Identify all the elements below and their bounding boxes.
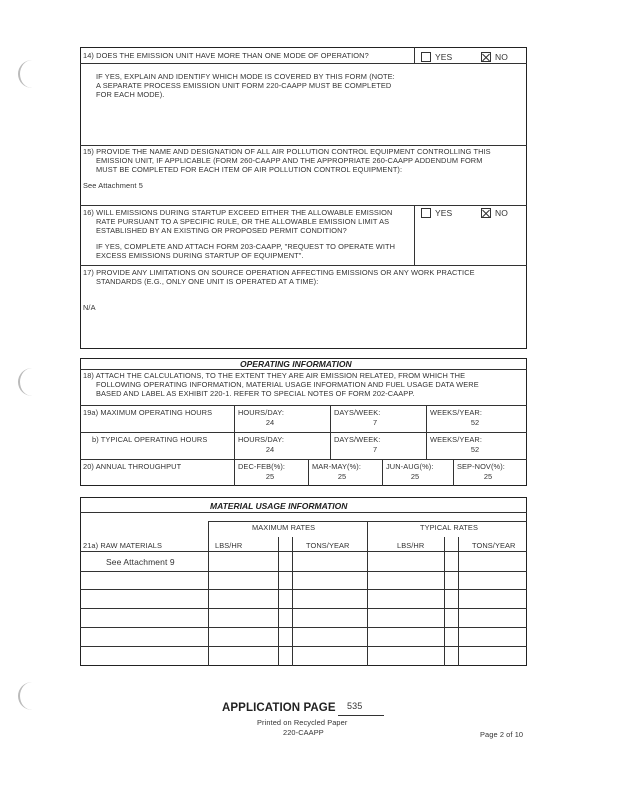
recycled-paper-note: Printed on Recycled Paper: [257, 718, 348, 727]
q16-no-checkbox[interactable]: [481, 208, 491, 218]
application-page-number: 535: [347, 701, 363, 711]
tons-year-label: TONS/YEAR: [306, 541, 350, 550]
page-of-count: Page 2 of 10: [480, 730, 524, 739]
typ-weeks-year-value: 52: [470, 445, 480, 454]
q15-line3: MUST BE COMPLETED FOR EACH ITEM OF AIR POLLUTION CONTROL EQUIPMENT):: [96, 165, 403, 174]
typ-weeks-year-label: WEEKS/YEAR:: [430, 435, 483, 444]
typ-hours-day-label: HOURS/DAY:: [238, 435, 285, 444]
q15-answer: See Attachment 5: [83, 181, 143, 190]
q17-line1: 17) PROVIDE ANY LIMITATIONS ON SOURCE OPERATION AFFECTING EMISSIONS OR ANY WORK PRACTICE: [83, 268, 475, 277]
max-rates-label: MAXIMUM RATES: [252, 523, 316, 532]
q16-line4: IF YES, COMPLETE AND ATTACH FORM 203-CAAPP, "REQUEST TO OPERATE WITH: [96, 242, 396, 251]
q15-line1: 15) PROVIDE THE NAME AND DESIGNATION OF ALL AIR POLLUTION CONTROL EQUIPMENT CONTROLLING THIS: [83, 147, 491, 156]
q18-line1: 18) ATTACH THE CALCULATIONS, TO THE EXTENT THEY ARE AIR EMISSION RELATED, FROM WHICH THE: [83, 371, 466, 380]
q18-line3: BASED AND LABEL AS EXHIBIT 220-1. REFER TO SPECIAL NOTES OF FORM 202-CAAPP.: [96, 389, 415, 398]
max-days-week-label: DAYS/WEEK:: [334, 408, 381, 417]
q16-no-label: NO: [495, 208, 508, 218]
sep-nov-label: SEP-NOV(%):: [457, 462, 505, 471]
q14-no-checkbox[interactable]: [481, 52, 491, 62]
typ-hours-day-value: 24: [265, 445, 275, 454]
sep-nov-value: 25: [483, 472, 493, 481]
raw-materials-label: 21a) RAW MATERIALS: [83, 541, 163, 550]
q19b-label: b) TYPICAL OPERATING HOURS: [92, 435, 208, 444]
raw-material-row1: See Attachment 9: [106, 557, 175, 567]
q14-explain-line2: A SEPARATE PROCESS EMISSION UNIT FORM 220-CAAPP MUST BE COMPLETED: [96, 81, 392, 90]
binder-hole-mark: [18, 60, 34, 88]
binder-hole-mark: [18, 682, 34, 710]
dec-feb-value: 25: [265, 472, 275, 481]
application-page-label: APPLICATION PAGE: [222, 702, 336, 714]
typ-days-week-label: DAYS/WEEK:: [334, 435, 381, 444]
q16-line5: EXCESS EMISSIONS DURING STARTUP OF EQUIPMENT".: [96, 251, 304, 260]
typical-rates-label: TYPICAL RATES: [420, 523, 478, 532]
q20-label: 20) ANNUAL THROUGHPUT: [83, 462, 182, 471]
mar-may-value: 25: [337, 472, 347, 481]
operating-info-title: OPERATING INFORMATION: [240, 359, 352, 369]
lbs-hr-label: LBS/HR: [215, 541, 243, 550]
material-usage-title: MATERIAL USAGE INFORMATION: [210, 501, 348, 511]
jun-aug-value: 25: [410, 472, 420, 481]
mar-may-label: MAR-MAY(%):: [312, 462, 361, 471]
q16-line3: ESTABLISHED BY AN EXISTING OR PROPOSED PERMIT CONDITION?: [96, 226, 347, 235]
q14-yes-checkbox[interactable]: [421, 52, 431, 62]
max-hours-day-value: 24: [265, 418, 275, 427]
q14-yes-label: YES: [435, 52, 453, 62]
q14-question: 14) DOES THE EMISSION UNIT HAVE MORE THAN ONE MODE OF OPERATION?: [83, 51, 369, 60]
dec-feb-label: DEC-FEB(%):: [238, 462, 286, 471]
q16-line1: 16) WILL EMISSIONS DURING STARTUP EXCEED EITHER THE ALLOWABLE EMISSION: [83, 208, 393, 217]
max-weeks-year-label: WEEKS/YEAR:: [430, 408, 483, 417]
form-id: 220-CAAPP: [283, 728, 324, 737]
max-days-week-value: 7: [372, 418, 378, 427]
q19a-label: 19a) MAXIMUM OPERATING HOURS: [83, 408, 213, 417]
q16-yes-checkbox[interactable]: [421, 208, 431, 218]
q14-no-label: NO: [495, 52, 508, 62]
max-hours-day-label: HOURS/DAY:: [238, 408, 285, 417]
binder-hole-mark: [18, 368, 34, 396]
q17-line2: STANDARDS (E.G., ONLY ONE UNIT IS OPERATED AT A TIME):: [96, 277, 319, 286]
q14-explain-line3: FOR EACH MODE).: [96, 90, 165, 99]
jun-aug-label: JUN-AUG(%):: [386, 462, 434, 471]
q16-line2: RATE PURSUANT TO A SPECIFIC RULE, OR THE ALLOWABLE EMISSION LIMIT AS: [96, 217, 390, 226]
tons-year-label-typical: TONS/YEAR: [472, 541, 516, 550]
q16-yes-label: YES: [435, 208, 453, 218]
lbs-hr-label-typical: LBS/HR: [397, 541, 425, 550]
q17-answer: N/A: [83, 303, 96, 312]
typ-days-week-value: 7: [372, 445, 378, 454]
max-weeks-year-value: 52: [470, 418, 480, 427]
q18-line2: FOLLOWING OPERATING INFORMATION, MATERIAL USAGE INFORMATION AND FUEL USAGE DATA WERE: [96, 380, 479, 389]
q15-line2: EMISSION UNIT, IF APPLICABLE (FORM 260-CAAPP AND THE APPROPRIATE 260-CAAPP ADDENDUM FORM: [96, 156, 483, 165]
q14-explain-line1: IF YES, EXPLAIN AND IDENTIFY WHICH MODE IS COVERED BY THIS FORM (NOTE:: [96, 72, 395, 81]
